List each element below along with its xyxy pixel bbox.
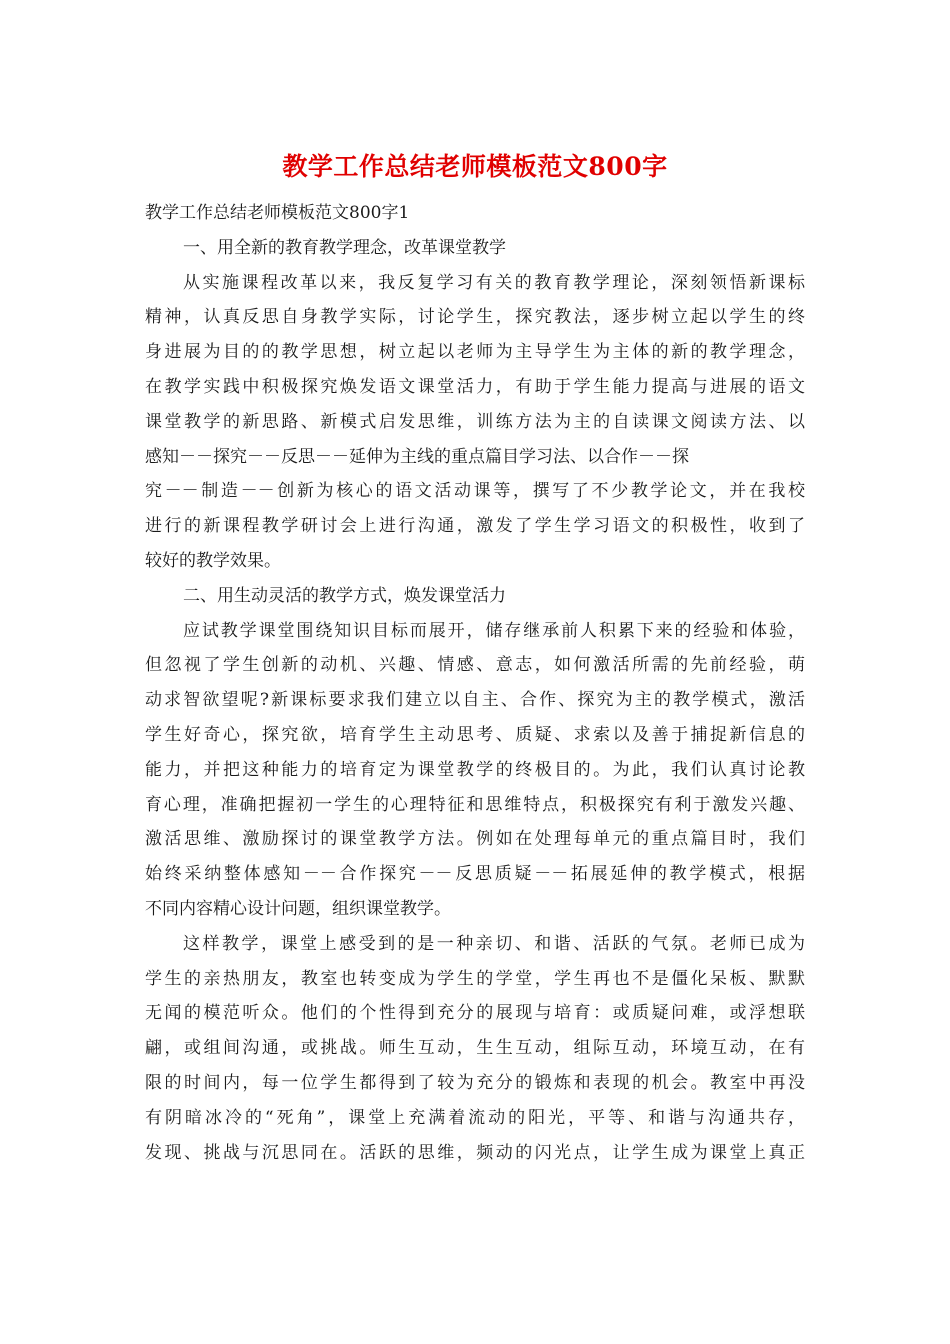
- paragraph-line: 但忽视了学生创新的动机、兴趣、情感、意志，如何激活所需的先前经验，萌: [145, 655, 805, 676]
- paragraph-line: 发现、挑战与沉思同在。活跃的思维，频动的闪光点，让学生成为课堂上真正: [145, 1142, 805, 1163]
- subtitle-line: 教学工作总结老师模板范文800字1: [145, 203, 410, 223]
- paragraph-line: 从实施课程改革以来，我反复学习有关的教育教学理论，深刻领悟新课标: [183, 272, 805, 293]
- paragraph-line: 精神，认真反思自身教学实际，讨论学生，探究教法，逐步树立起以学生的终: [145, 307, 805, 328]
- section-heading: 一、用全新的教育教学理念，改革课堂教学: [183, 237, 506, 258]
- paragraph-line: 学生好奇心，探究欲，培育学生主动思考、质疑、求索以及善于捕捉新信息的: [145, 724, 805, 745]
- paragraph-line: 动求智欲望呢?新课标要求我们建立以自主、合作、探究为主的教学模式，激活: [145, 690, 805, 711]
- paragraph-line: 应试教学课堂围绕知识目标而展开，储存继承前人积累下来的经验和体验，: [183, 620, 805, 641]
- paragraph-line: 能力，并把这种能力的培育定为课堂教学的终极目的。为此，我们认真讨论教: [145, 759, 805, 780]
- paragraph-line: 育心理，准确把握初一学生的心理特征和思维特点，积极探究有利于激发兴趣、: [145, 794, 805, 815]
- paragraph-line: 在教学实践中积极探究焕发语文课堂活力，有助于学生能力提高与进展的语文: [145, 376, 805, 397]
- paragraph-line: 无闻的模范听众。他们的个性得到充分的展现与培育：或质疑问难，或浮想联: [145, 1003, 805, 1024]
- paragraph-line: 这样教学，课堂上感受到的是一种亲切、和谐、活跃的气氛。老师已成为: [183, 933, 805, 954]
- section-heading: 二、用生动灵活的教学方式，焕发课堂活力: [183, 585, 506, 606]
- paragraph-line: 不同内容精心设计问题，组织课堂教学。: [145, 898, 451, 919]
- paragraph-line: 较好的教学效果。: [145, 550, 281, 571]
- document-body: [145, 196, 805, 1170]
- paragraph-line: 身进展为目的的教学思想，树立起以老师为主导学生为主体的新的教学理念，: [145, 342, 805, 363]
- paragraph-line: 学生的亲热朋友，教室也转变成为学生的学堂，学生再也不是僵化呆板、默默: [145, 968, 805, 989]
- paragraph-line: 课堂教学的新思路、新模式启发思维，训练方法为主的自读课文阅读方法、以: [145, 411, 805, 432]
- paragraph-line: 进行的新课程教学研讨会上进行沟通，激发了学生学习语文的积极性，收到了: [145, 516, 805, 537]
- paragraph-line: 始终采纳整体感知－－合作探究－－反思质疑－－拓展延伸的教学模式，根据: [145, 864, 805, 885]
- paragraph-line: 翩，或组间沟通，或挑战。师生互动，生生互动，组际互动，环境互动，在有: [145, 1038, 805, 1059]
- paragraph-line: 激活思维、激励探讨的课堂教学方法。例如在处理每单元的重点篇目时，我们: [145, 829, 805, 850]
- paragraph-line: 感知－－探究－－反思－－延伸为主线的重点篇目学习法、以合作－－探: [145, 446, 689, 467]
- paragraph-line: 有阴暗冰冷的“死角”，课堂上充满着流动的阳光，平等、和谐与沟通共存，: [145, 1107, 805, 1128]
- paragraph-line: 限的时间内，每一位学生都得到了较为充分的锻炼和表现的机会。教室中再没: [145, 1072, 805, 1093]
- document-title: 教学工作总结老师模板范文800字: [282, 152, 668, 181]
- paragraph-line: 究－－制造－－创新为核心的语文活动课等，撰写了不少教学论文，并在我校: [145, 481, 805, 502]
